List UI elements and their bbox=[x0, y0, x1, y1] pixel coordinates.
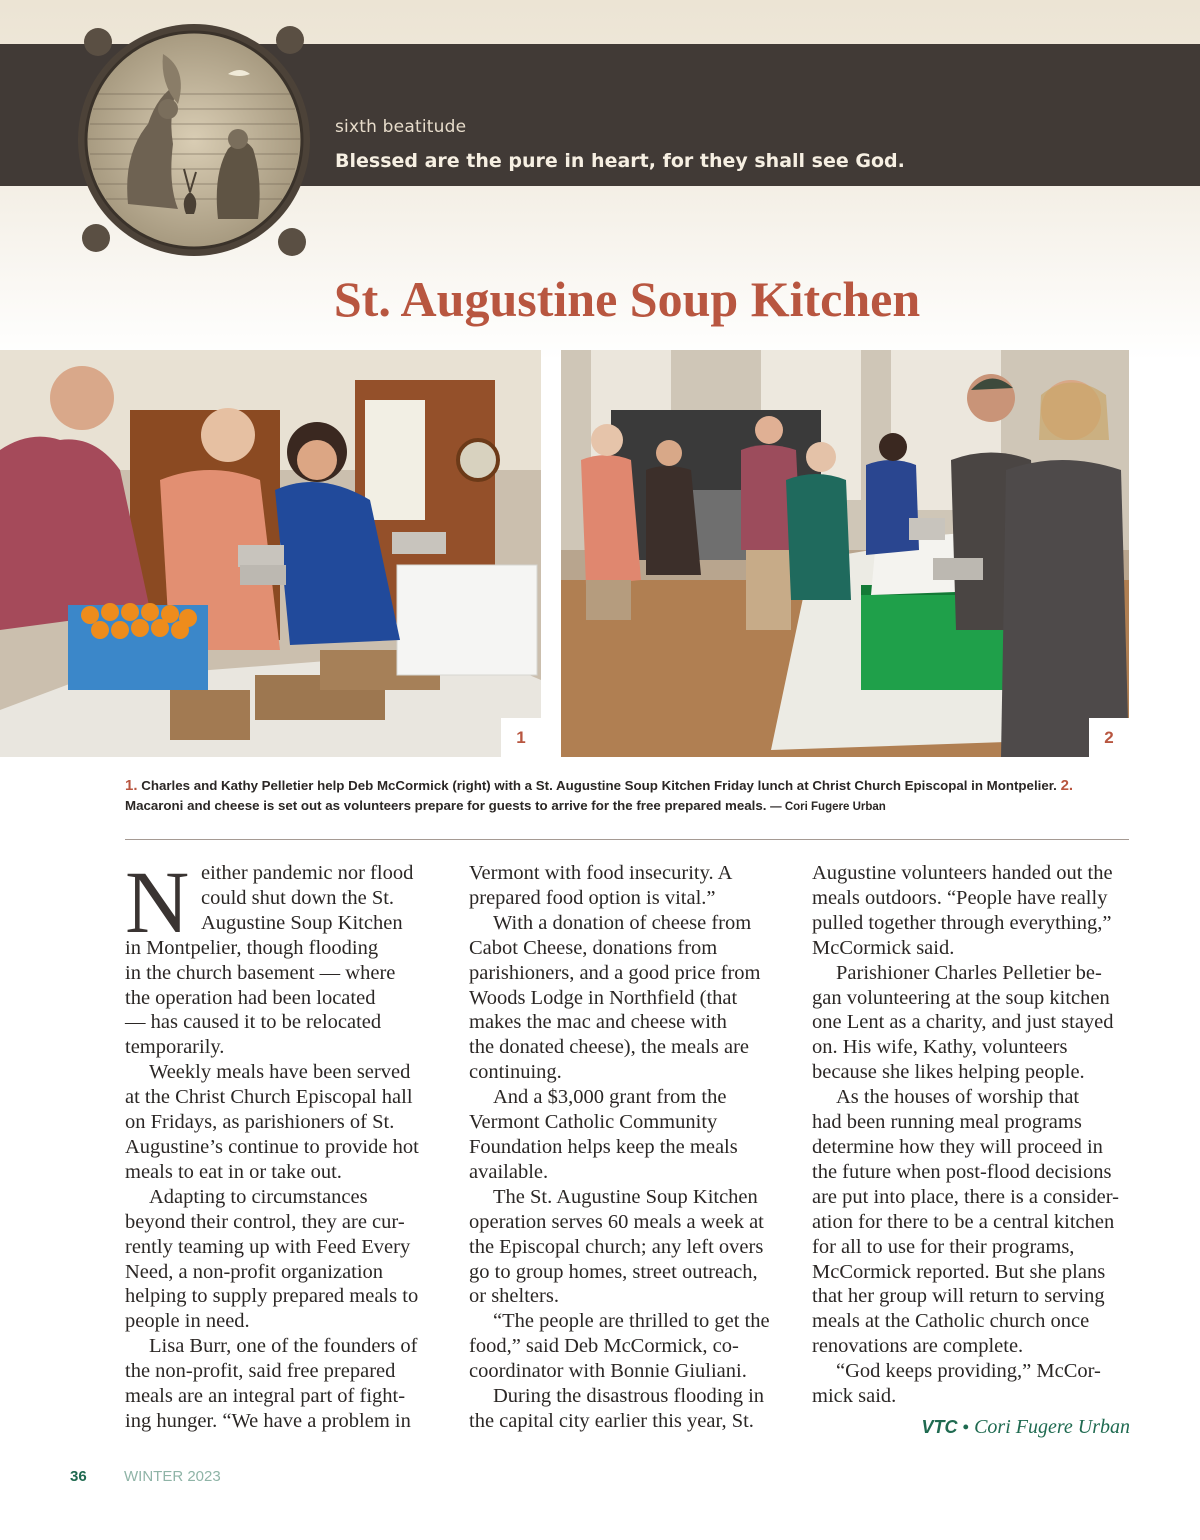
text-line: beyond their control, they are cur- bbox=[125, 1210, 405, 1233]
text-line: rently teaming up with Feed Every bbox=[125, 1235, 411, 1258]
text-line: available. bbox=[469, 1160, 549, 1183]
text-line: Parishioner Charles Pelletier be- bbox=[836, 961, 1102, 984]
issue-label: WINTER 2023 bbox=[124, 1468, 221, 1485]
paragraph bbox=[125, 1060, 443, 1185]
paragraph bbox=[469, 1309, 787, 1384]
text-line: the Episcopal church; any left overs bbox=[469, 1235, 764, 1258]
text-line: because she likes helping people. bbox=[812, 1061, 1085, 1084]
text-line: coordinator with Bonnie Giuliani. bbox=[469, 1360, 747, 1383]
text-line: that her group will return to serving bbox=[812, 1285, 1105, 1308]
text-line: Augustine’s continue to provide hot bbox=[125, 1135, 419, 1158]
photo-volunteers-mac-and-cheese bbox=[561, 350, 1129, 757]
text-line: in the church basement — where bbox=[125, 961, 396, 984]
paragraph bbox=[125, 936, 443, 1061]
text-line: As the houses of worship that bbox=[836, 1086, 1080, 1109]
text-line: people in need. bbox=[125, 1310, 250, 1333]
section-kicker: sixth beatitude bbox=[335, 117, 467, 137]
caption-number-2: 2. bbox=[1060, 777, 1074, 794]
text-line: are put into place, there is a consider- bbox=[812, 1185, 1119, 1208]
text-line: makes the mac and cheese with bbox=[469, 1011, 727, 1034]
byline-org: VTC bbox=[921, 1416, 958, 1437]
text-line: either pandemic nor flood bbox=[201, 862, 414, 884]
text-line: or shelters. bbox=[469, 1285, 559, 1308]
paragraph bbox=[469, 1185, 787, 1310]
article-column-2 bbox=[469, 861, 787, 1434]
photo-volunteers-with-food bbox=[0, 350, 541, 757]
caption-photo-credit: — Cori Fugere Urban bbox=[770, 801, 886, 813]
text-line: Foundation helps keep the meals bbox=[469, 1135, 738, 1158]
text-line: Vermont Catholic Community bbox=[469, 1111, 718, 1134]
text-line: helping to supply prepared meals to bbox=[125, 1285, 419, 1308]
text-line: the non-profit, said free prepared bbox=[125, 1360, 396, 1383]
text-line: gan volunteering at the soup kitchen bbox=[812, 986, 1110, 1009]
caption-text-1: Charles and Kathy Pelletier help Deb McCormick (right) with a St. Augustine Soup Kitchen Friday lunch at Christ Church Episcopal in Montpelier. bbox=[141, 778, 1057, 793]
text-line: Need, a non-profit organization bbox=[125, 1260, 384, 1283]
text-line: had been running meal programs bbox=[812, 1111, 1082, 1134]
byline-separator: • bbox=[962, 1416, 969, 1437]
text-line: meals at the Catholic church once bbox=[812, 1310, 1090, 1333]
paragraph bbox=[125, 1185, 443, 1334]
text-line: the donated cheese), the meals are bbox=[469, 1036, 750, 1059]
byline bbox=[812, 1415, 1130, 1440]
paragraph bbox=[469, 1384, 787, 1434]
text-line: at the Christ Church Episcopal hall bbox=[125, 1086, 413, 1109]
text-line: McCormick said. bbox=[812, 936, 955, 959]
paragraph bbox=[812, 861, 1130, 961]
text-line: parishioners, and a good price from bbox=[469, 961, 761, 984]
paragraph bbox=[812, 961, 1130, 1086]
paragraph bbox=[469, 1085, 787, 1185]
text-line: on Fridays, as parishioners of St. bbox=[125, 1111, 395, 1134]
text-line: Adapting to circumstances bbox=[149, 1185, 368, 1208]
page-number: 36 bbox=[70, 1468, 87, 1485]
text-line: determine how they will proceed in bbox=[812, 1135, 1103, 1158]
beatitude-quote: Blessed are the pure in heart, for they shall see God. bbox=[335, 150, 905, 172]
text-line: temporarily. bbox=[125, 1036, 225, 1059]
text-line: During the disastrous flooding in bbox=[493, 1385, 765, 1408]
text-line: the operation had been located bbox=[125, 986, 376, 1009]
text-line: could shut down the St. bbox=[201, 886, 395, 909]
text-line: renovations are complete. bbox=[812, 1335, 1024, 1358]
text-line: — has caused it to be relocated bbox=[125, 1011, 382, 1034]
text-line: ation for there to be a central kitchen bbox=[812, 1210, 1115, 1233]
text-line: go to group homes, street outreach, bbox=[469, 1260, 758, 1283]
text-line: operation serves 60 meals a week at bbox=[469, 1210, 764, 1233]
text-line: “God keeps providing,” McCor- bbox=[836, 1360, 1101, 1383]
text-line: McCormick reported. But she plans bbox=[812, 1260, 1106, 1283]
annunciation-medallion-image bbox=[68, 14, 320, 266]
text-line: Woods Lodge in Northfield (that bbox=[469, 986, 738, 1009]
photo-caption bbox=[125, 776, 1135, 817]
text-line: Augustine volunteers handed out the bbox=[812, 862, 1113, 884]
paragraph bbox=[125, 1334, 443, 1434]
article-column-3 bbox=[812, 861, 1130, 1440]
photo-number-1: 1 bbox=[501, 718, 541, 758]
caption-text-2: Macaroni and cheese is set out as volunteers prepare for guests to arrive for the free prepared meals. bbox=[125, 798, 767, 813]
text-line: the future when post-flood decisions bbox=[812, 1160, 1112, 1183]
text-line: one Lent as a charity, and just stayed bbox=[812, 1011, 1114, 1034]
dropcap-letter: N bbox=[125, 854, 190, 952]
text-line: And a $3,000 grant from the bbox=[493, 1086, 727, 1109]
text-line: the capital city earlier this year, St. bbox=[469, 1409, 754, 1432]
text-line: continuing. bbox=[469, 1061, 562, 1084]
caption-number-1: 1. bbox=[125, 777, 138, 794]
photo-number-2: 2 bbox=[1089, 718, 1129, 758]
paragraph bbox=[469, 861, 787, 911]
text-line: pulled together through everything,” bbox=[812, 911, 1112, 934]
article-column-1 bbox=[125, 854, 443, 1434]
text-line: food,” said Deb McCormick, co- bbox=[469, 1335, 739, 1358]
text-line: on. His wife, Kathy, volunteers bbox=[812, 1036, 1068, 1059]
text-line: The St. Augustine Soup Kitchen bbox=[493, 1185, 758, 1208]
article-title: St. Augustine Soup Kitchen bbox=[333, 271, 921, 327]
text-line: With a donation of cheese from bbox=[493, 911, 752, 934]
text-line: mick said. bbox=[812, 1385, 897, 1408]
text-line: Lisa Burr, one of the founders of bbox=[149, 1335, 418, 1358]
text-line: Weekly meals have been served bbox=[149, 1061, 411, 1084]
paragraph bbox=[812, 1085, 1130, 1359]
text-line: meals are an integral part of fight- bbox=[125, 1385, 406, 1408]
text-line: Cabot Cheese, donations from bbox=[469, 936, 718, 959]
text-line: Augustine Soup Kitchen bbox=[201, 911, 403, 934]
paragraph bbox=[812, 1359, 1130, 1409]
text-line: Vermont with food insecurity. A bbox=[469, 862, 733, 884]
text-line: in Montpelier, though flooding bbox=[125, 936, 379, 959]
text-line: ing hunger. “We have a problem in bbox=[125, 1409, 411, 1432]
text-line: meals to eat in or take out. bbox=[125, 1160, 342, 1183]
text-line: meals outdoors. “People have really bbox=[812, 886, 1108, 909]
caption-divider bbox=[125, 839, 1129, 840]
byline-author: Cori Fugere Urban bbox=[974, 1415, 1130, 1438]
text-line: prepared food option is vital.” bbox=[469, 886, 716, 909]
text-line: for all to use for their programs, bbox=[812, 1235, 1075, 1258]
text-line: “The people are thrilled to get the bbox=[493, 1310, 770, 1333]
paragraph bbox=[469, 911, 787, 1085]
